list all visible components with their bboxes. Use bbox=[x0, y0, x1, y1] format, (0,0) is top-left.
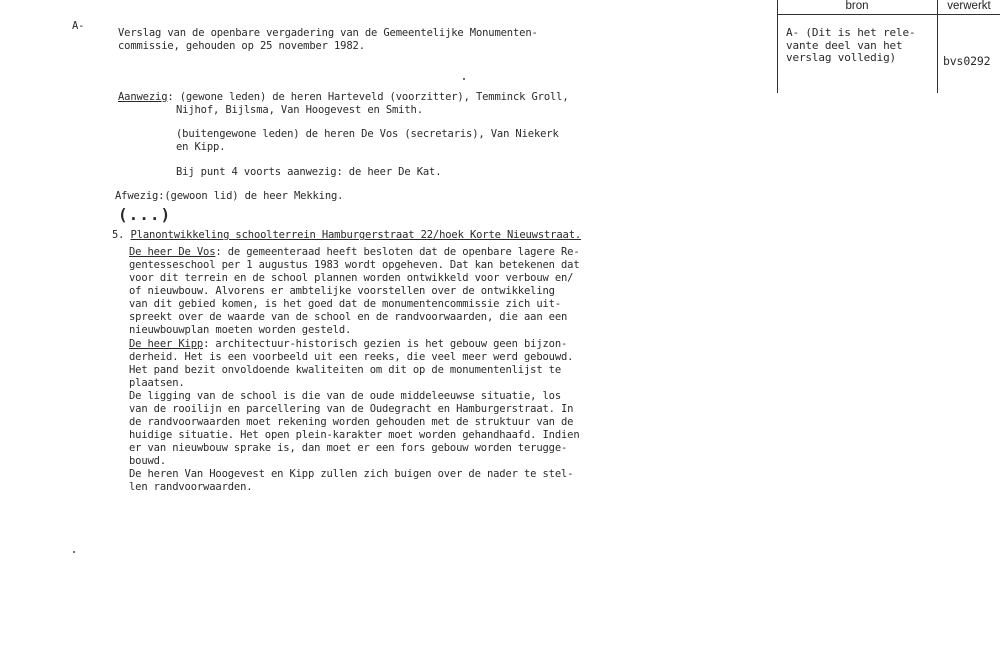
paragraph-line: De heer Kipp: architectuur-historisch gezien is het gebouw geen bijzon- bbox=[129, 338, 568, 350]
item-number: 5. bbox=[112, 229, 125, 241]
omission-marker: (...) bbox=[118, 205, 172, 224]
margin-label: A- bbox=[72, 20, 85, 32]
present-point4: Bij punt 4 voorts aanwezig: de heer De Kat. bbox=[176, 166, 442, 178]
paragraph-line: er van nieuwbouw sprake is, dan moet er een fors gebouw worden terugge- bbox=[129, 442, 568, 454]
paragraph-line: huidige situatie. Het open plein-karakter moet worden gehandhaafd. Indien bbox=[129, 429, 580, 441]
item-title: Planontwikkeling schoolterrein Hamburgerstraat 22/hoek Korte Nieuwstraat. bbox=[130, 229, 582, 241]
present-line bbox=[118, 91, 569, 104]
column-header-bron: bron bbox=[845, 0, 869, 12]
speaker-de-vos-label: De heer De Vos bbox=[129, 246, 216, 258]
present-external-line: (buitengewone leden) de heren De Vos (secretaris), Van Niekerk bbox=[176, 128, 559, 140]
paragraph-line: van de rooilijn en parcellering van de Oudegracht en Hamburgerstraat. In bbox=[129, 403, 574, 415]
paragraph-line: voor dit terrein en de school plannen worden ontwikkeld voor verbouw en/ bbox=[129, 272, 574, 284]
present-section bbox=[118, 91, 569, 117]
present-label: Aanwezig bbox=[118, 91, 168, 103]
bron-note-line: vante deel van het bbox=[786, 38, 903, 52]
paragraph-line: de randvoorwaarden moet rekening worden gehouden met de struktuur van de bbox=[129, 416, 574, 428]
bron-note-line: verslag volledig) bbox=[786, 51, 897, 64]
speaker-kipp-label: De heer Kipp bbox=[129, 338, 204, 350]
report-title bbox=[118, 27, 538, 53]
bron-note-line: A- (Dit is het rele- bbox=[786, 26, 916, 39]
paragraph-line: gentesseschool per 1 augustus 1983 wordt opgeheven. Dat kan betekenen dat bbox=[129, 259, 580, 271]
paragraph-line: derheid. Het is een voorbeeld uit een reeks, die veel meer werd gebouwd. bbox=[129, 351, 574, 363]
scan-speck bbox=[73, 551, 75, 553]
table-header-rule bbox=[777, 14, 1000, 15]
paragraph-line: bouwd. bbox=[129, 455, 167, 467]
verwerkt-code: bvs0292 bbox=[943, 54, 991, 68]
table-column-divider bbox=[937, 0, 938, 93]
scan-speck bbox=[463, 78, 465, 80]
column-header-verwerkt: verwerkt bbox=[947, 0, 991, 12]
paragraph-line: De ligging van de school is die van de oude middeleeuwse situatie, los bbox=[129, 390, 562, 402]
paragraph-line: nieuwbouwplan moeten worden gesteld. bbox=[129, 324, 352, 336]
paragraph-line: plaatsen. bbox=[129, 377, 185, 389]
paragraph-line: De heren Van Hoogevest en Kipp zullen zich buigen over de nader te stel- bbox=[129, 468, 574, 480]
speaker-de-vos-paragraph bbox=[129, 246, 580, 337]
table-left-border bbox=[777, 0, 778, 93]
paragraph-line: len randvoorwaarden. bbox=[129, 481, 253, 493]
bron-note bbox=[786, 27, 915, 65]
present-members-line: : (gewone leden) de heren Harteveld (voorzitter), Temminck Groll, bbox=[167, 91, 569, 103]
paragraph-line: De heer De Vos: de gemeenteraad heeft besloten dat de openbare lagere Re- bbox=[129, 246, 580, 258]
paragraph-line: Het pand bezit onvoldoende kwaliteiten om dit op de monumentenlijst te bbox=[129, 364, 562, 376]
present-external bbox=[176, 128, 559, 154]
paragraph-line: van dit gebied komen, is het goed dat de monumentencommissie zich uit- bbox=[129, 298, 562, 310]
title-line: Verslag van de openbare vergadering van de Gemeentelijke Monumenten- bbox=[118, 27, 538, 39]
present-members-line: Nijhof, Bijlsma, Van Hoogevest en Smith. bbox=[176, 104, 423, 116]
title-line: commissie, gehouden op 25 november 1982. bbox=[118, 40, 365, 52]
present-external-line: en Kipp. bbox=[176, 141, 226, 153]
speaker-kipp-paragraph bbox=[129, 338, 580, 494]
archive-side-table bbox=[777, 0, 1000, 93]
paragraph-line: spreekt over de waarde van de school en de randvoorwaarden, die aan een bbox=[129, 311, 568, 323]
paragraph-line: of nieuwbouw. Alvorens er ambtelijke voorstellen over de ontwikkeling bbox=[129, 285, 555, 297]
agenda-item-heading bbox=[112, 229, 581, 242]
absent-line: Afwezig:(gewoon lid) de heer Mekking. bbox=[115, 190, 344, 202]
